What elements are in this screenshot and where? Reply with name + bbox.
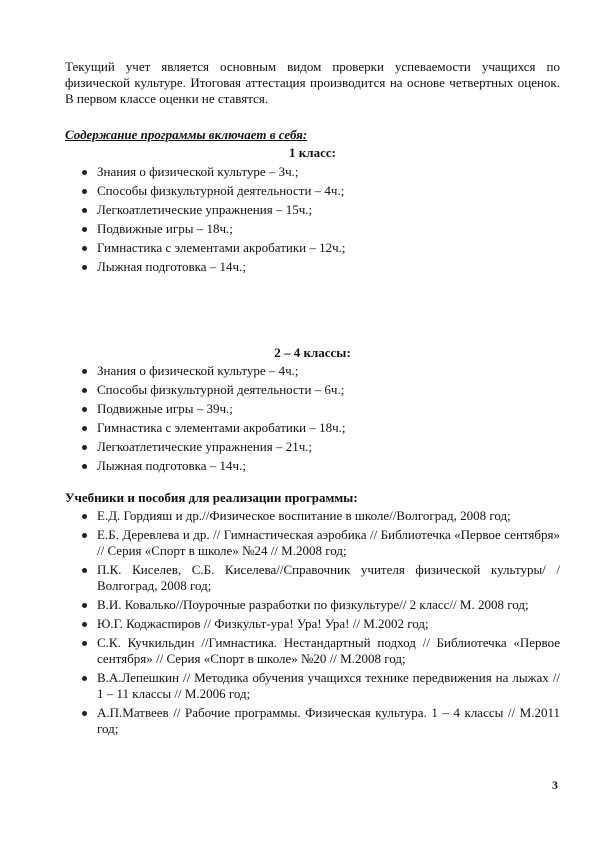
list-item: Подвижные игры – 18ч.; xyxy=(65,221,560,238)
grade1-list xyxy=(65,164,560,278)
list-item: Способы физкультурной деятельности – 4ч.; xyxy=(65,183,560,200)
list-item: Легкоатлетические упражнения – 15ч.; xyxy=(65,202,560,219)
list-item: С.К. Кучкильдин //Гимнастика. Нестандартный подход // Библиотечка «Первое сентября» // Серия «Спорт в школе» №20 // М.2008 год; xyxy=(65,635,560,667)
list-item: Гимнастика с элементами акробатики – 12ч.; xyxy=(65,240,560,257)
contents-heading: Содержание программы включает в себя: xyxy=(65,127,308,142)
list-item: Ю.Г. Коджаспиров // Физкульт-ура! Ура! Ура! // М.2002 год; xyxy=(65,616,560,632)
list-item: Лыжная подготовка – 14ч.; xyxy=(65,259,560,276)
books-list xyxy=(65,508,560,740)
list-item: В.А.Лепешкин // Методика обучения учащихся технике передвижения на лыжах // 1 – 11 классы // М.2006 год; xyxy=(65,670,560,702)
list-item: Лыжная подготовка – 14ч.; xyxy=(65,458,560,475)
list-item: Знания о физической культуре – 3ч.; xyxy=(65,164,560,181)
intro-paragraph: Текущий учет является основным видом проверки успеваемости учащихся по физической культуре. Итоговая аттестация производится на основе четвертных оценок. В первом классе оценки не ставятся. xyxy=(65,59,560,106)
list-item: Подвижные игры – 39ч.; xyxy=(65,401,560,418)
list-item: Легкоатлетические упражнения – 21ч.; xyxy=(65,439,560,456)
list-item: В.И. Ковалько//Поурочные разработки по физкультуре// 2 класс// М. 2008 год; xyxy=(65,597,560,613)
grades2-4-list xyxy=(65,363,560,477)
books-title: Учебники и пособия для реализации программы: xyxy=(65,490,358,505)
list-item: Е.Д. Гордияш и др.//Физическое воспитание в школе//Волгоград, 2008 год; xyxy=(65,508,560,524)
list-item: Знания о физической культуре – 4ч.; xyxy=(65,363,560,380)
list-item: Гимнастика с элементами акробатики – 18ч.; xyxy=(65,420,560,437)
grades2-4-title: 2 – 4 классы: xyxy=(274,345,351,360)
list-item: Е.Б. Деревлева и др. // Гимнастическая аэробика // Библиотечка «Первое сентября» // Серия «Спорт в школе» №24 // М.2008 год; xyxy=(65,527,560,559)
page-number: 3 xyxy=(552,778,558,792)
list-item: Способы физкультурной деятельности – 6ч.; xyxy=(65,382,560,399)
list-item: А.П.Матвеев // Рабочие программы. Физическая культура. 1 – 4 классы // М.2011 год; xyxy=(65,705,560,737)
list-item: П.К. Киселев, С.Б. Киселева//Справочник учителя физической культуры/ / Волгоград, 2008 год; xyxy=(65,562,560,594)
grade1-title: 1 класс: xyxy=(289,145,336,160)
